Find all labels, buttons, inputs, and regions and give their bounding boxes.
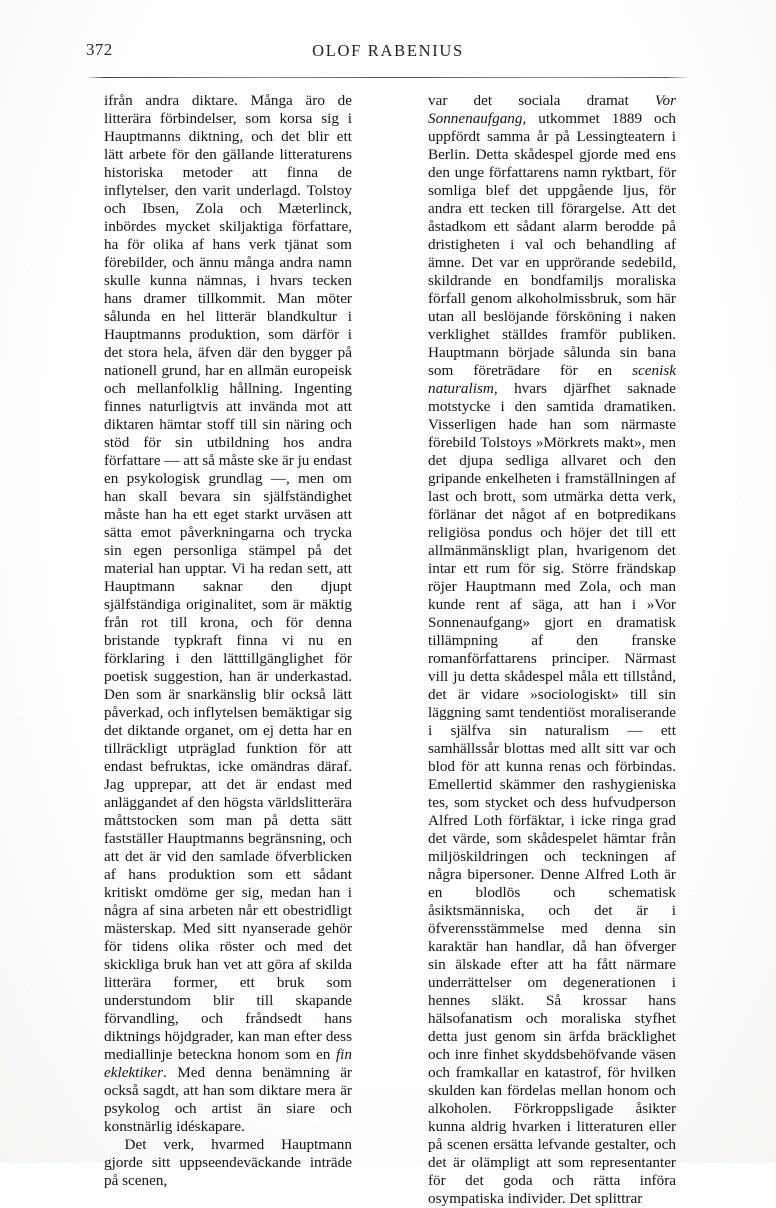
paragraph-right-1	[428, 92, 676, 1208]
paragraph-left-1	[104, 92, 352, 1136]
right-column	[428, 92, 676, 1208]
paragraph-right-1-tail: , hvars djärfhet saknade motstycke i den samtida dramatiken. Visserligen hade han som närmaste förebild Tolstoys »Mörkrets makt», men det djupa sedliga allvaret och den gripande enkelheten i framställningen af last och brott, som utmärka detta verk, förlänar det något af en botpredikans religiösa pondus och höjer det till ett allmänmänskligt plan, hvarigenom det intar ett rum för sig. Större frändskap röjer Hauptmann med Zola, och man kunde rent af säga, att han i »Vor Sonnenaufgang» gjort en dramatisk tillämpning af den franske romanförfattarens principer. Närmast vill ju detta skådespel måla ett tillstånd, det är vidare »sociologiskt» till sin läggning samt tendentiöst moraliserande i själfva sin naturalism — ett samhällssår blottas med allt sitt var och blod för att kunna renas och förbindas. Emellertid skämmer den rashygieniska tes, som stycket och dess hufvudperson Alfred Loth förfäktar, i icke ringa grad det värde, som skådespelet hämtar från miljöskildringen och teckningen af några bipersoner. Denne Alfred Loth är en blodlös och schematisk åsiktsmänniska, och det är i öfverensstämmelse med denna sin karaktär han handlar, då han öfverger sin älskade efter att ha fått närmare underrättelser om degenerationen i hennes släkt. Så krossar hans hälsofanatism och moraliska styfhet detta just genom sin ärfda bräcklighet och inre finhet skyddsbehöfvande väsen och framkallar en katastrof, för hvilken skulden kan fördelas mellan honom och alkoholen. Förkroppsligade åsikter kunna aldrig hvarken i litteraturen eller på scenen ersätta lefvande gestalter, och det är olämpligt att som representanter för det goda och rätta införa osympatiska individer. Det splittrar	[428, 380, 676, 1207]
italic-vor-sonnenaufgang: Vor Sonnenaufgang	[428, 92, 676, 127]
paragraph-right-1-mid: , utkommet 1889 och uppfördt samma år på Lessingteatern i Berlin. Detta skådespel gjorde med ens den unge författarens namn ryktbart, för somliga blef det uppgående ljus, för andra ett tecken till förargelse. Att det åstadkom ett sådant alarm berodde på dristigheten i val och behandling af ämne. Det var en upprörande sedebild, skildrande en bondfamiljs moraliska förfall genom alkoholmissbruk, som här utan all beslöjande försköning i naken verklighet ställdes framför publiken. Hauptmann började sålunda sin bana som företrädare för en	[428, 110, 676, 379]
paragraph-left-1-text: ifrån andra diktare. Många äro de litterära förbindelser, som korsa sig i Hauptmanns diktning, och det blir ett lätt arbete för den gällande litteraturens historiska metoder att finna de inflytelser, den varit underlagd. Tolstoy och Ibsen, Zola och Mæterlinck, inbördes mycket skiljaktiga författare, ha för olika af hans verk tjänat som förebilder, och ännu många andra namn skulle kunna nämnas, i hvars tecken hans dramer tillkommit. Man möter sålunda en hel litterär blandkultur i Hauptmanns produktion, som därför i det stora hela, äfven där den bygger på nationell grund, har en allmän europeisk och mellanfolklig hållning. Ingenting finnes naturligtvis att invända mot att diktaren hämtar stoff till sin näring och stöd för sin utbildning hos andra författare — att så måste ske är ju endast en psykologisk grundlag —, men om han skall bevara sin själfständighet måste han ha ett eget starkt urväsen att sätta emot påverkningarna och trycka sin egen personliga stämpel på det material han upptar. Vi ha redan sett, att Hauptmann saknar den djupt själfständiga originalitet, som är mäktig från rot till krona, och för denna bristande typkraft finna vi nu en förklaring i den lätttillgänglighet för poetisk suggestion, han är underkastad. Den som är snarkänslig blir också lätt påverkad, och inflytelsen bemäktigar sig det diktande organet, om ej detta har en tillräckligt utpräglad funktion för att endast befruktas, icke omändras däraf. Jag upprepar, att det är endast med anläggandet af den högsta världslitterära måttstocken som man på detta sätt fastställer Hauptmanns begränsning, och att det är vid den samlade öfverblicken af hans produktion som ett sådant kritiskt omdöme ger sig, medan han i några af sina arbeten når ett obestridligt mästerskap. Med sitt nyanserade gehör för tidens olika röster och med det skickliga bruk han vet att göra af skilda litterära former, ett bruk som understundom blir till skapande förvandling, och fråndsedt hans diktnings höjdgrader, kan man efter dess mediallinje beteckna honom som en	[104, 92, 352, 1063]
italic-scenisk-naturalism: scenisk naturalism	[428, 362, 676, 397]
header-rule	[86, 77, 690, 78]
page-number: 372	[86, 40, 113, 59]
running-head-title: OLOF RABENIUS	[312, 41, 464, 60]
paragraph-left-1-tail: . Med denna benämning är också sagdt, att han som diktare mera är psykolog och artist än siare och konstnärlig idéskapare.	[104, 1064, 352, 1135]
running-head	[86, 40, 690, 66]
paragraph-right-1-lead: var det sociala dramat	[428, 92, 655, 109]
italic-fin-eklektiker: fin eklektiker	[104, 1046, 352, 1081]
paragraph-left-2: Det verk, hvarmed Hauptmann gjorde sitt uppseendeväckande inträde på scenen,	[104, 1136, 352, 1189]
left-column	[104, 92, 352, 1190]
